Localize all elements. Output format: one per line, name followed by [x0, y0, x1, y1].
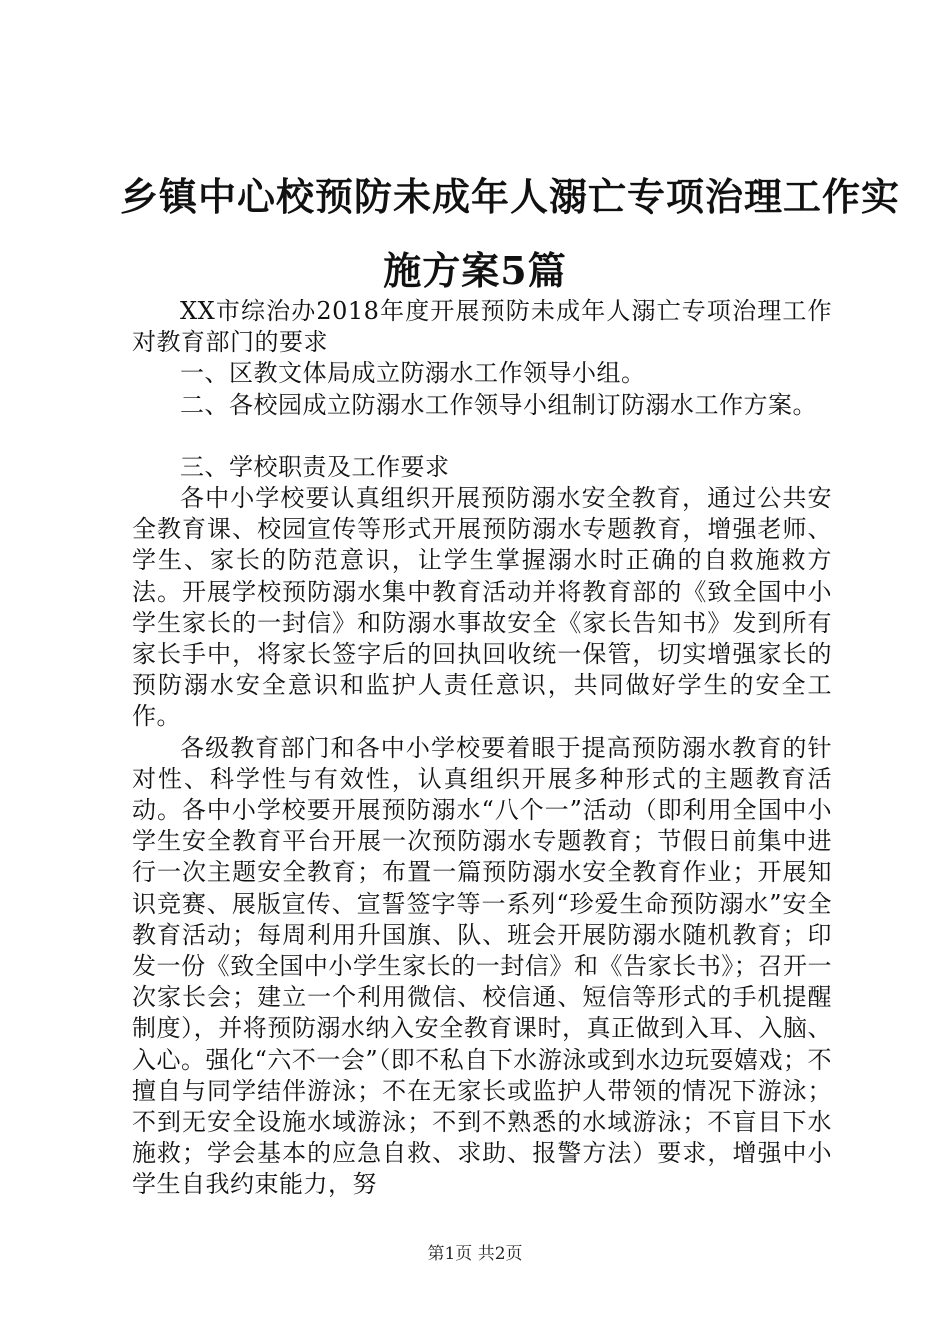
- document-title: [120, 160, 901, 308]
- paragraph-item-3-heading: 三、学校职责及工作要求: [180, 452, 450, 481]
- paragraph-body-1: 各中小学校要认真组织开展预防溺水安全教育，通过公共安全教育课、校园宣传等形式开展预防溺水专题教育，增强老师、学生、家长的防范意识，让学生掌握溺水时正确的自救施救方法。开展学校预防溺水集中教育活动并将教育部的《致全国中小学生家长的一封信》和防溺水事故安全《家长告知书》发到所有家长手中，将家长签字后的回执回收统一保管，切实增强家长的预防溺水安全意识和监护人责任意识，共同做好学生的安全工作。: [132, 484, 832, 731]
- paragraph-body-2: 各级教育部门和各中小学校要着眼于提高预防溺水教育的针对性、科学性与有效性，认真组织开展多种形式的主题教育活动。各中小学校要开展预防溺水“八个一”活动（即利用全国中小学生安全教育平台开展一次预防溺水专题教育；节假日前集中进行一次主题安全教育；布置一篇预防溺水安全教育作业；开展知识竞赛、展版宣传、宣誓签字等一系列“珍爱生命预防溺水”安全教育活动；每周利用升国旗、队、班会开展防溺水随机教育；印发一份《致全国中小学生家长的一封信》和《告家长书》；召开一次家长会；建立一个利用微信、校信通、短信等形式的手机提醒制度），并将预防溺水纳入安全教育课时，真正做到入耳、入脑、入心。强化“六不一会”（即不私自下水游泳或到水边玩耍嬉戏；不擅自与同学结伴游泳；不在无家长或监护人带领的情况下游泳；不到无安全设施水域游泳；不到不熟悉的水域游泳；不盲目下水施救；学会基本的应急自救、求助、报警方法）要求，增强中小学生自我约束能力，努: [132, 733, 832, 1199]
- paragraph-intro: XX市综治办2018年度开展预防未成年人溺亡专项治理工作对教育部门的要求: [132, 297, 832, 357]
- title-line-1: 乡镇中心校预防未成年人溺亡专项治理工作实: [120, 174, 901, 219]
- paragraph-item-1: 一、区教文体局成立防溺水工作领导小组。: [180, 359, 646, 388]
- title-line-2: 施方案5篇: [383, 248, 567, 293]
- paragraph-item-2: 二、各校园成立防溺水工作领导小组制订防溺水工作方案。: [180, 390, 817, 419]
- page-footer: 第1页 共2页: [427, 1244, 523, 1264]
- document-body: [132, 296, 832, 1201]
